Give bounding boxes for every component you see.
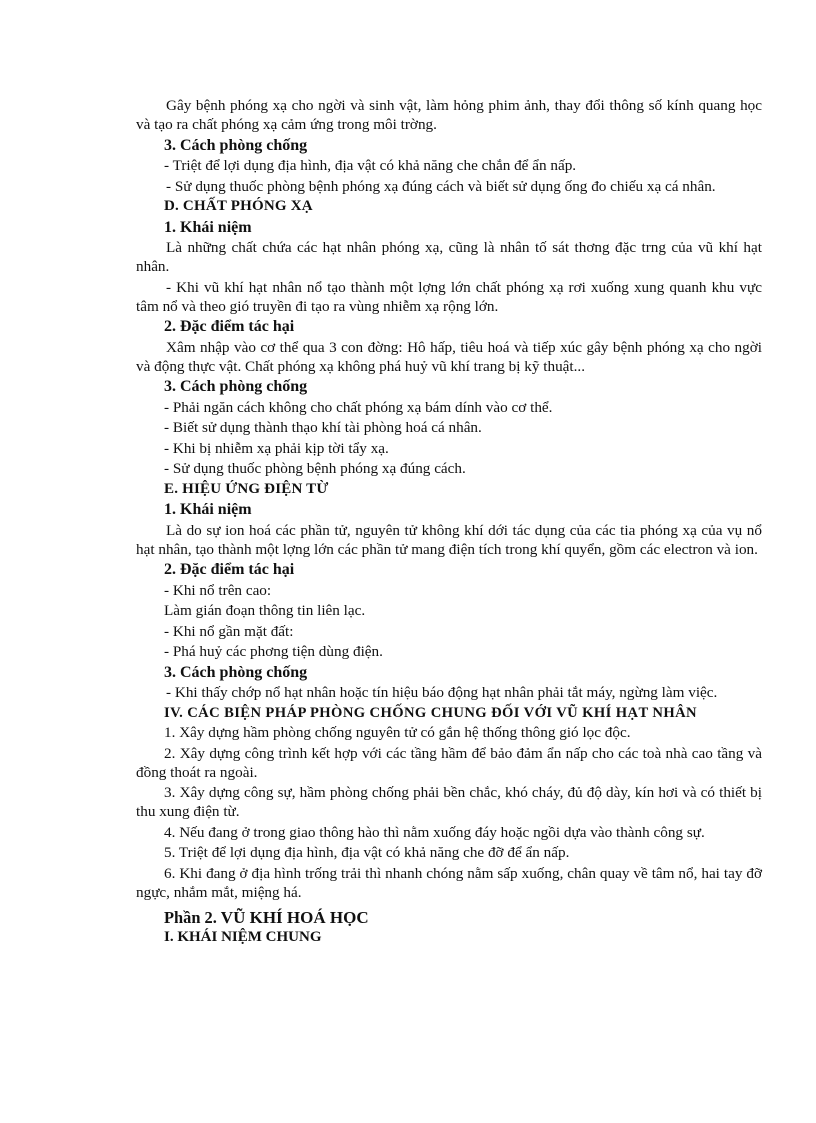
paragraph: 3. Xây dựng công sự, hầm phòng chống phải bền chắc, khó cháy, đủ độ dày, kín hơi và có thiết bị thu xung điện từ. — [136, 784, 762, 820]
paragraph: - Triệt để lợi dụng địa hình, địa vật có khả năng che chắn để ẩn nấp. — [164, 157, 577, 174]
paragraph: - Khi nổ trên cao: — [164, 581, 272, 599]
heading-e-hieu-ung-dien-tu: E. HIỆU ỨNG ĐIỆN TỪ — [164, 480, 329, 497]
paragraph: 5. Triệt để lợi dụng địa hình, địa vật có khả năng che đỡ để ẩn nấp. — [164, 844, 570, 861]
paragraph: - Sử dụng thuốc phòng bệnh phóng xạ đúng cách và biết sử dụng ống đo chiếu xạ cá nhân. — [166, 177, 716, 195]
heading-3-cach-phong-chong: 3. Cách phòng chống — [164, 663, 308, 681]
paragraph: Là do sự ion hoá các phần tử, nguyên tử không khí dới tác dụng của các tia phóng xạ của vụ nổ hạt nhân, tạo thành một lợng lớn các phần tử mang điện tích trong khí quyển, gồm các electron và ion. — [136, 521, 762, 558]
paragraph: - Phải ngăn cách không cho chất phóng xạ bám dính vào cơ thể. — [164, 398, 553, 416]
part-heading — [136, 908, 762, 927]
heading-d-chat-phong-xa: D. CHẤT PHÓNG XẠ — [164, 198, 313, 214]
heading-1-khai-niem: 1. Khái niệm — [164, 501, 252, 518]
heading-2-dac-diem-tac-hai: 2. Đặc điểm tác hại — [164, 318, 295, 335]
paragraph: 1. Xây dựng hầm phòng chống nguyên tử có gắn hệ thống thông gió lọc độc. — [164, 724, 631, 741]
paragraph: Là những chất chứa các hạt nhân phóng xạ, cũng là nhân tố sát thơng đặc trng của vũ khí hạt nhân. — [136, 239, 762, 275]
part-title: VŨ KHÍ HOÁ HỌC — [216, 907, 369, 927]
paragraph: Xâm nhập vào cơ thể qua 3 con đờng: Hô hấp, tiêu hoá và tiếp xúc gây bệnh phóng xạ cho ngời và động thực vật. Chất phóng xạ không phá huỷ vũ khí trang bị kỹ thuật... — [136, 338, 762, 375]
heading-i-khai-niem-chung: I. KHÁI NIỆM CHUNG — [164, 929, 322, 945]
paragraph: Gây bệnh phóng xạ cho ngời và sinh vật, làm hỏng phim ảnh, thay đổi thông số kính quang học và tạo ra chất phóng xạ cảm ứng trong môi trờng. — [136, 97, 762, 133]
paragraph: - Sử dụng thuốc phòng bệnh phóng xạ đúng cách. — [164, 460, 466, 477]
part-label: Phần 2. — [164, 907, 217, 927]
heading-1-khai-niem: 1. Khái niệm — [164, 218, 252, 236]
paragraph: 2. Xây dựng công trình kết hợp với các tầng hầm để bảo đảm ẩn nấp cho các toà nhà cao tầng và đồng thoát ra ngoài. — [136, 744, 762, 781]
paragraph: Làm gián đoạn thông tin liên lạc. — [164, 602, 366, 619]
paragraph: 6. Khi đang ở địa hình trống trải thì nhanh chóng nằm sấp xuống, chân quay về tâm nổ, hai tay đỡ ngực, nhắm mắt, miệng há. — [136, 864, 762, 901]
paragraph: 4. Nếu đang ở trong giao thông hào thì nằm xuống đáy hoặc ngồi dựa vào thành công sự. — [164, 823, 705, 841]
heading-2-dac-diem-tac-hai: 2. Đặc điểm tác hại — [164, 561, 295, 578]
heading-3-cach-phong-chong: 3. Cách phòng chống — [164, 136, 308, 154]
paragraph: - Khi nổ gần mặt đất: — [164, 622, 294, 640]
paragraph: - Khi bị nhiễm xạ phải kịp tời tẩy xạ. — [164, 439, 389, 457]
heading-3-cach-phong-chong: 3. Cách phòng chống — [164, 378, 308, 395]
heading-iv-cac-bien-phap-phong-chong-chung-doi-v: IV. CÁC BIỆN PHÁP PHÒNG CHỐNG CHUNG ĐỐI VỚI VŨ KHÍ HẠT NHÂN — [164, 704, 697, 721]
paragraph: - Khi thấy chớp nổ hạt nhân hoặc tín hiệu báo động hạt nhân phải tắt máy, ngừng làm việc. — [166, 684, 718, 701]
paragraph: - Phá huỷ các phơng tiện dùng điện. — [164, 643, 383, 660]
paragraph: - Biết sử dụng thành thạo khí tài phòng hoá cá nhân. — [164, 419, 482, 436]
paragraph: - Khi vũ khí hạt nhân nổ tạo thành một lợng lớn chất phóng xạ rơi xuống xung quanh khu vực tâm nổ và theo gió truyền đi tạo ra vùng nhiễm xạ rộng lớn. — [136, 278, 762, 315]
document-page — [136, 96, 762, 949]
